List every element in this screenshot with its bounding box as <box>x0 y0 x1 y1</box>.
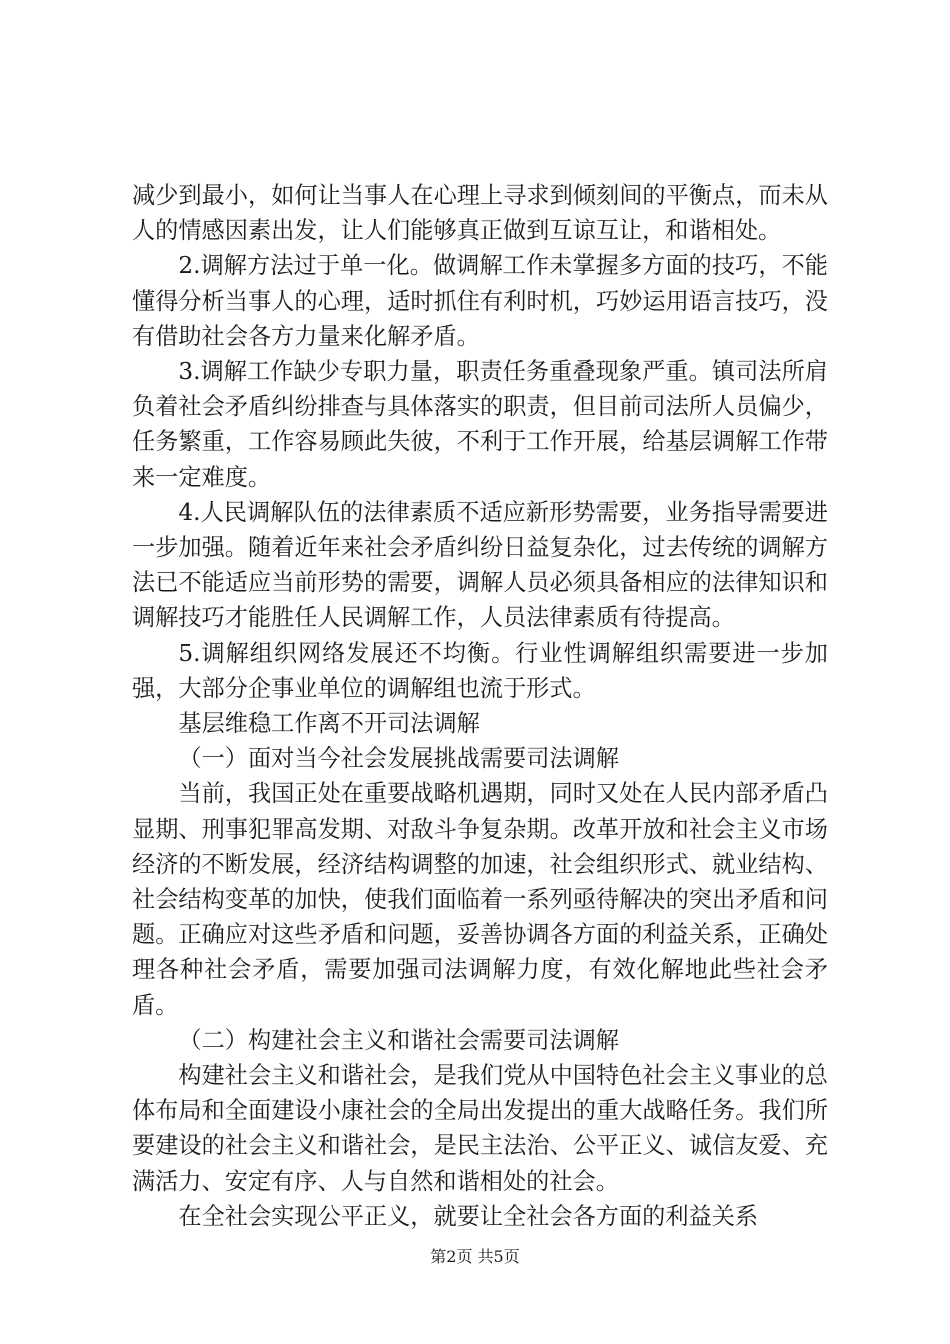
section-heading: 基层维稳工作离不开司法调解 <box>178 710 480 738</box>
paragraph-body-3: 在全社会实现公平正义，就要让全社会各方面的利益关系 <box>178 1202 759 1230</box>
paragraph-body-2: 构建社会主义和谐社会，是我们党从中国特色社会主义事业的总体布局和全面建设小康社会的全局出发提出的重大战略任务。我们所要建设的社会主义和谐社会，是民主法治、公平正义、诚信友爱、充满活力、安定有序、人与自然和谐相处的社会。 <box>132 1062 828 1195</box>
document-body <box>132 178 828 1234</box>
subsection-heading-2: （二）构建社会主义和谐社会需要司法调解 <box>178 1026 619 1054</box>
subsection-heading-1: （一）面对当今社会发展挑战需要司法调解 <box>178 745 619 773</box>
paragraph-item-3: 3.调解工作缺少专职力量，职责任务重叠现象严重。镇司法所肩负着社会矛盾纠纷排查与具体落实的职责，但目前司法所人员偏少，任务繁重，工作容易顾此失彼，不利于工作开展，给基层调解工作带来一定难度。 <box>132 358 828 491</box>
paragraph-continuation: 减少到最小，如何让当事人在心理上寻求到倾刻间的平衡点，而未从人的情感因素出发，让人们能够真正做到互谅互让，和谐相处。 <box>132 182 828 245</box>
paragraph-body-1: 当前，我国正处在重要战略机遇期，同时又处在人民内部矛盾凸显期、刑事犯罪高发期、对敌斗争复杂期。改革开放和社会主义市场经济的不断发展，经济结构调整的加速，社会组织形式、就业结构、社会结构变革的加快，使我们面临着一系列亟待解决的突出矛盾和问题。正确应对这些矛盾和问题，妥善协调各方面的利益关系，正确处理各种社会矛盾，需要加强司法调解力度，有效化解地此些社会矛盾。 <box>132 780 828 1019</box>
page-footer: 第2页 共5页 <box>430 1247 520 1266</box>
paragraph-item-2: 2.调解方法过于单一化。做调解工作未掌握多方面的技巧，不能懂得分析当事人的心理，适时抓住有利时机，巧妙运用语言技巧，没有借助社会各方力量来化解矛盾。 <box>132 252 828 350</box>
paragraph-item-5: 5.调解组织网络发展还不均衡。行业性调解组织需要进一步加强，大部分企事业单位的调解组也流于形式。 <box>132 639 828 702</box>
paragraph-item-4: 4.人民调解队伍的法律素质不适应新形势需要，业务指导需要进一步加强。随着近年来社会矛盾纠纷日益复杂化，过去传统的调解方法已不能适应当前形势的需要，调解人员必须具备相应的法律知识和调解技巧才能胜任人民调解工作，人员法律素质有待提高。 <box>132 498 828 632</box>
